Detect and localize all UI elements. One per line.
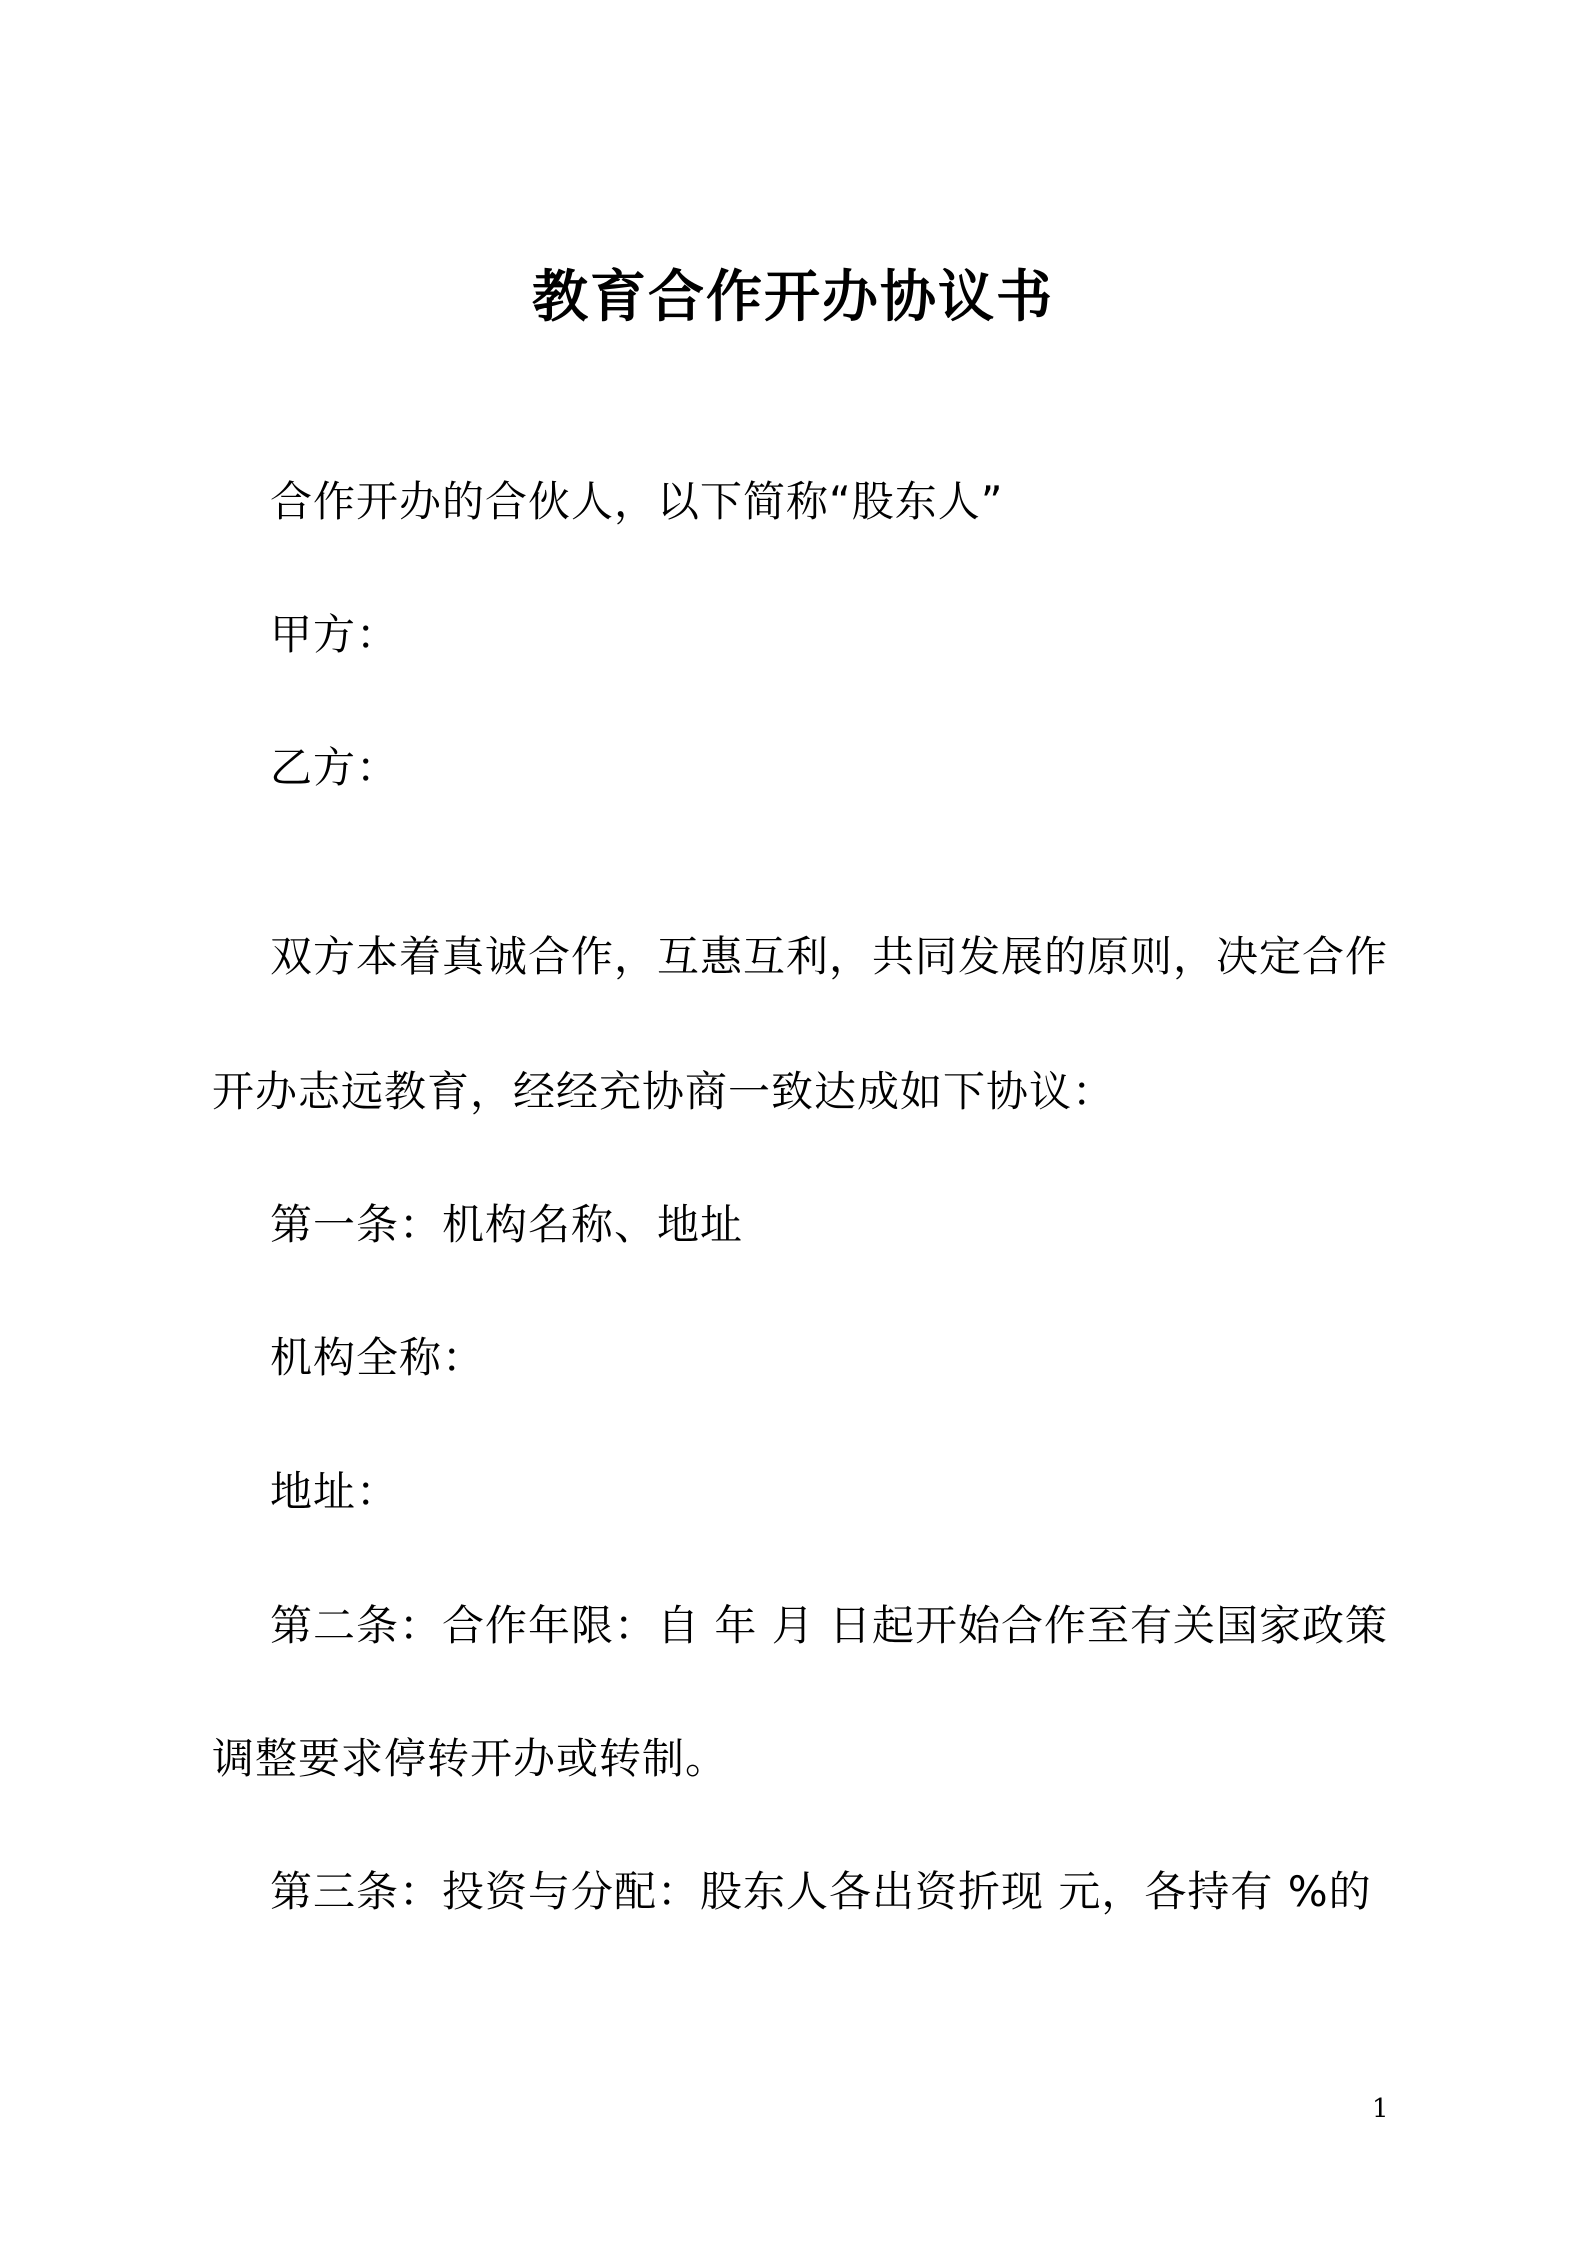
article-1-heading: 第一条：机构名称、地址 [270,1200,744,1249]
document-title: 教育合作开办协议书 [532,265,1054,330]
article-2-line-1: 第二条：合作年限：自 年 月 日起开始合作至有关国家政策 [270,1601,1389,1650]
party-a-line: 甲方： [270,610,400,659]
institution-name-line: 机构全称： [270,1333,486,1382]
principle-line-1: 双方本着真诚合作，互惠互利，共同发展的原则，决定合作 [270,932,1389,981]
page-number: 1 [1372,2094,1389,2124]
address-line: 地址： [270,1467,400,1516]
principle-line-2: 开办志远教育，经经充协商一致达成如下协议： [212,1067,1116,1116]
article-3-line-1: 第三条：投资与分配：股东人各出资折现 元，各持有 %的 [270,1867,1372,1916]
intro-line: 合作开办的合伙人，以下简称“股东人” [270,477,1004,526]
party-b-line: 乙方： [270,743,400,792]
article-2-line-2: 调整要求停转开办或转制。 [212,1734,729,1783]
